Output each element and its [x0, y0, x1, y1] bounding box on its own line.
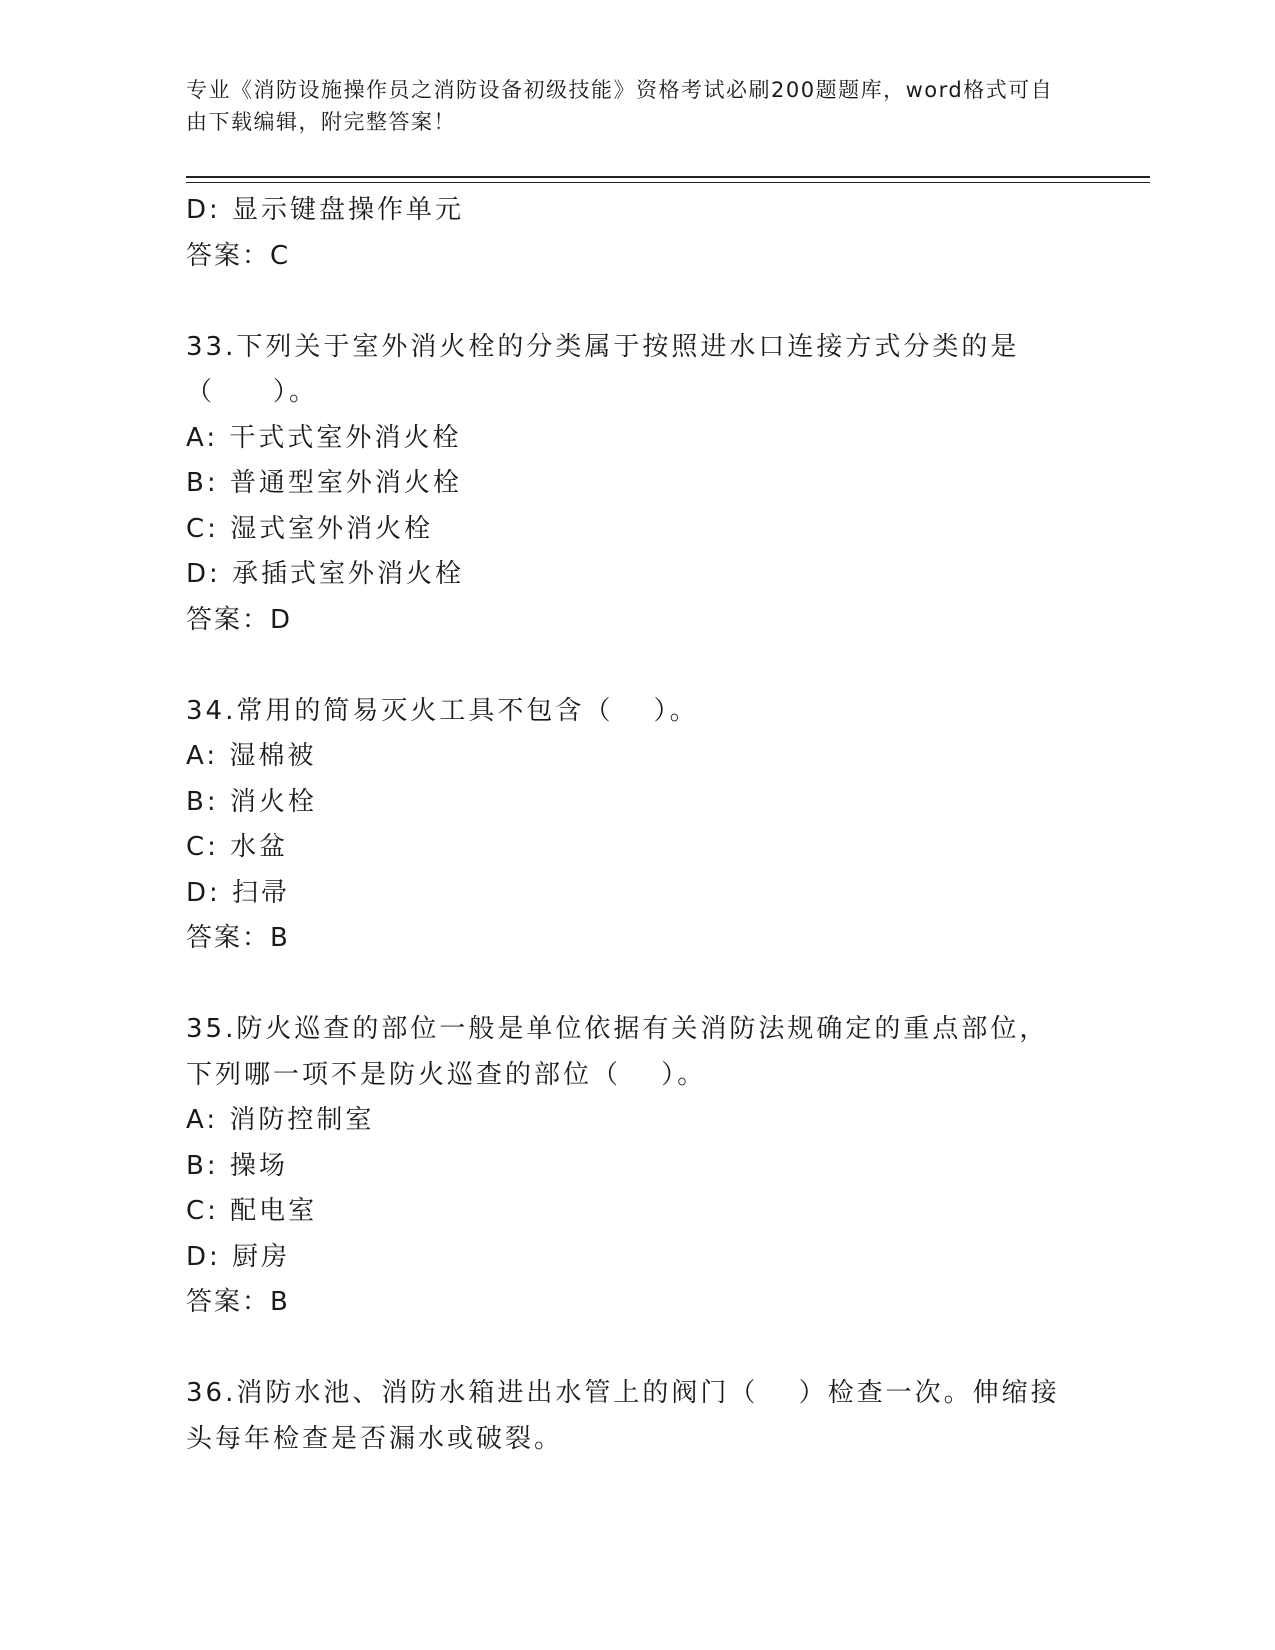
answer-line: 答案：B	[186, 1287, 290, 1317]
option-d: D: 显示键盘操作单元	[186, 195, 465, 225]
question-33	[186, 325, 1066, 644]
question-stem: 35.防火巡查的部位一般是单位依据有关消防法规确定的重点部位，下列哪一项不是防火巡查的部位（ ）。	[186, 1014, 1049, 1090]
option-c: C: 配电室	[186, 1196, 318, 1226]
question-list	[186, 188, 1066, 1462]
header-divider-thick	[186, 176, 1150, 178]
option-d: D: 厨房	[186, 1241, 291, 1272]
question-stem: 33.下列关于室外消火栓的分类属于按照进水口连接方式分类的是（ ）。	[186, 331, 1020, 407]
option-b: B: 消火栓	[186, 786, 317, 817]
spacer	[186, 962, 1066, 1008]
document-header: 专业《消防设施操作员之消防设备初级技能》资格考试必刷200题题库，word格式可自由下载编辑，附完整答案！	[186, 78, 1054, 134]
option-a: A: 干式式室外消火栓	[186, 422, 462, 453]
option-d: D: 扫帚	[186, 877, 291, 908]
spacer	[186, 279, 1066, 325]
option-c: C: 水盆	[186, 832, 289, 862]
question-34	[186, 689, 1066, 962]
option-d: D: 承插式室外消火栓	[186, 559, 465, 589]
answer-line: 答案：D	[186, 604, 293, 635]
carryover-question	[186, 188, 1066, 279]
option-c: C: 湿式室外消火栓	[186, 513, 434, 544]
question-36	[186, 1371, 1066, 1462]
question-stem: 36.消防水池、消防水箱进出水管上的阀门（ ）检查一次。伸缩接头每年检查是否漏水或破裂。	[186, 1378, 1060, 1454]
spacer	[186, 1326, 1066, 1372]
option-b: B: 普通型室外消火栓	[186, 468, 462, 498]
spacer	[186, 643, 1066, 689]
answer-line: 答案：B	[186, 923, 290, 953]
header-divider-thin	[186, 182, 1150, 183]
question-35	[186, 1007, 1066, 1326]
answer-line: 答案：C	[186, 240, 291, 271]
option-b: B: 操场	[186, 1150, 288, 1181]
option-a: A: 湿棉被	[186, 741, 317, 771]
option-a: A: 消防控制室	[186, 1105, 375, 1135]
question-stem: 34.常用的简易灭火工具不包含（ ）。	[186, 695, 699, 726]
